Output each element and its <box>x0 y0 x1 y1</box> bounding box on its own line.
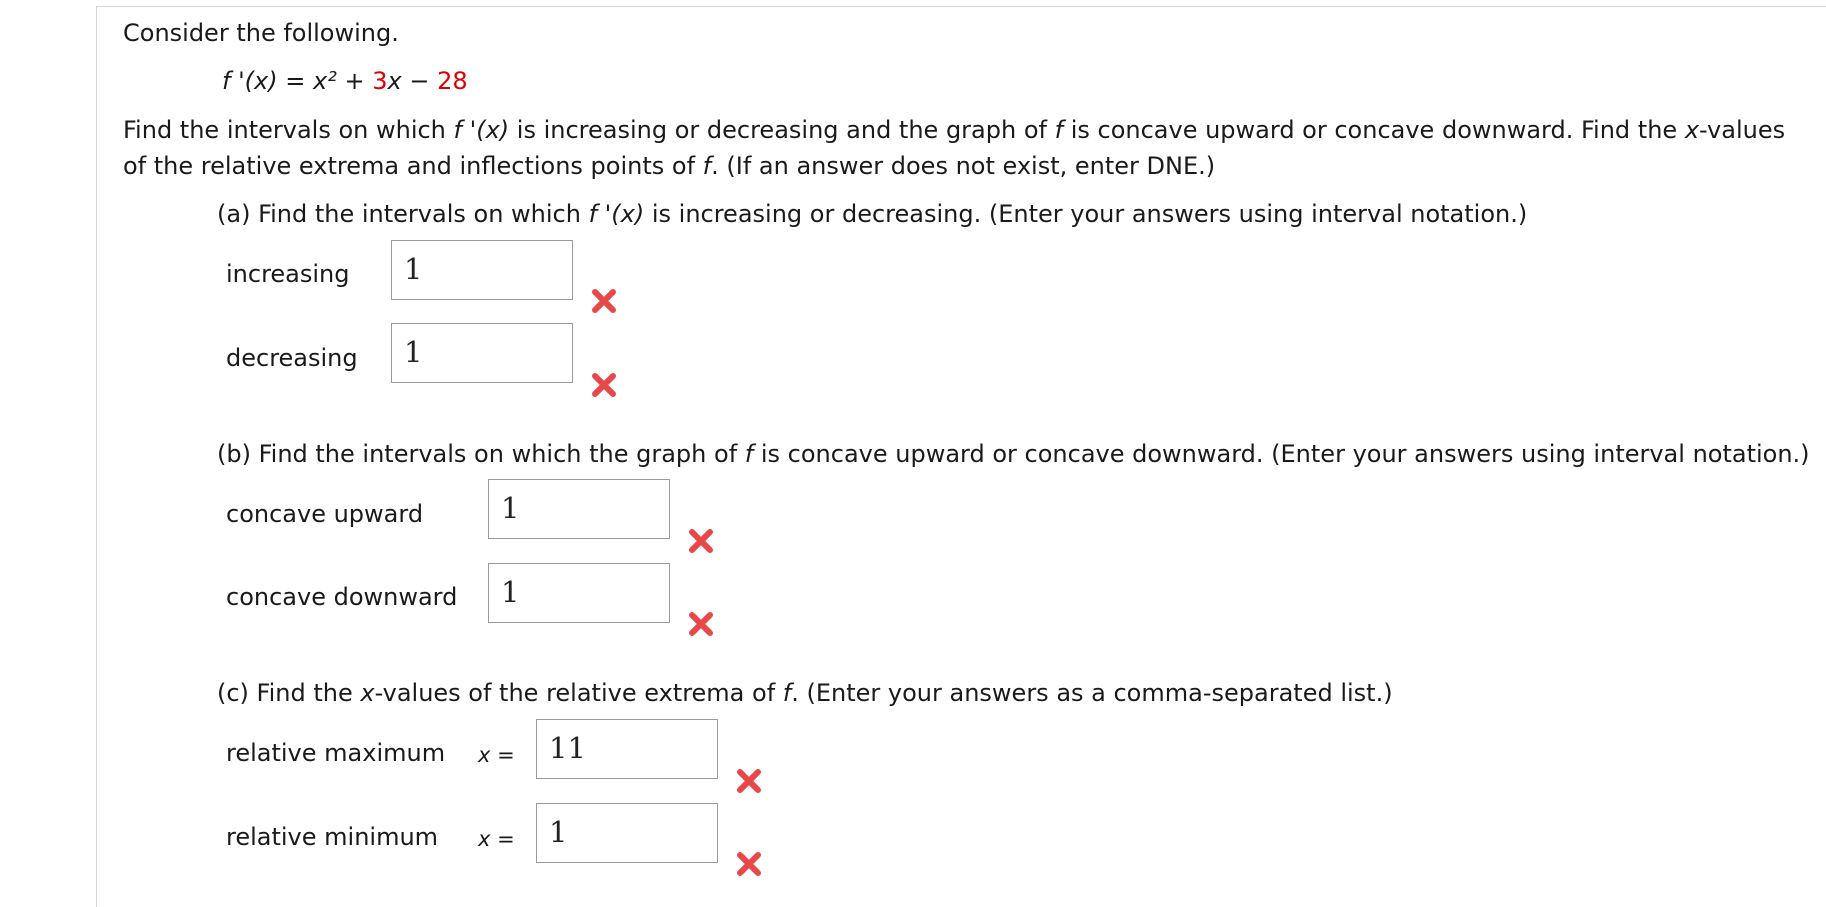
instructions-line1 <box>123 114 1785 146</box>
instr-x: x <box>1684 116 1700 144</box>
equation <box>222 65 468 97</box>
part-b-text-b: is concave upward or concave downward. (Enter your answers using interval notation.) <box>760 440 1810 468</box>
instr-text-2a: of the relative extrema and inflections points of <box>123 152 696 180</box>
equation-plus: + <box>344 67 365 95</box>
instr-fprime: f '(x) <box>453 116 510 144</box>
part-c-text-c: . (Enter your answers as a comma-separated list.) <box>791 679 1393 707</box>
instr-text-1d: -values <box>1699 116 1786 144</box>
equation-var: x <box>387 67 402 95</box>
concave-downward-input[interactable]: 1 <box>488 563 670 623</box>
equation-coef: 3 <box>372 67 388 95</box>
equation-constant: 28 <box>437 67 468 95</box>
instr-text-1b: is increasing or decreasing and the graph of <box>516 116 1047 144</box>
equation-equals: = <box>285 67 306 95</box>
decreasing-input[interactable]: 1 <box>391 323 573 383</box>
x-mark-icon <box>688 528 714 554</box>
instructions-line2 <box>123 150 1215 182</box>
part-c-text-a: (c) Find the <box>217 679 353 707</box>
part-c-f: f <box>782 679 792 707</box>
panel-left-rule <box>96 6 97 907</box>
increasing-label: increasing <box>226 260 350 288</box>
part-a-text-b: is increasing or decreasing. (Enter your answers using interval notation.) <box>651 200 1528 228</box>
part-a-prompt <box>217 198 1527 230</box>
instr-text-1a: Find the intervals on which <box>123 116 446 144</box>
instr-text-2b: . (If an answer does not exist, enter DNE.) <box>711 152 1216 180</box>
part-c-x: x <box>360 679 375 707</box>
part-c-prompt <box>217 677 1393 709</box>
equation-term1: x² <box>313 67 337 95</box>
instr-f-2: f <box>702 152 712 180</box>
relative-minimum-label: relative minimum <box>226 823 439 851</box>
part-b-text-a: (b) Find the intervals on which the graph of <box>217 440 738 468</box>
x-mark-icon <box>736 768 762 794</box>
part-c-text-b: -values of the relative extrema of <box>374 679 776 707</box>
relative-maximum-input[interactable]: 11 <box>536 719 718 779</box>
concave-upward-input[interactable]: 1 <box>488 479 670 539</box>
instr-f: f <box>1054 116 1064 144</box>
x-mark-icon <box>688 611 714 637</box>
panel-top-border <box>96 6 1826 7</box>
equation-lhs: f '(x) <box>222 67 278 95</box>
equation-minus: − <box>409 67 430 95</box>
concave-downward-label: concave downward <box>226 583 458 611</box>
x-mark-icon <box>736 851 762 877</box>
x-mark-icon <box>591 288 617 314</box>
relative-maximum-x-equals: x = <box>478 743 515 767</box>
instr-text-1c: is concave upward or concave downward. Find the <box>1070 116 1678 144</box>
part-b-prompt <box>217 438 1810 470</box>
intro-text: Consider the following. <box>123 19 399 47</box>
part-a-text-a: (a) Find the intervals on which <box>217 200 581 228</box>
relative-maximum-label: relative maximum <box>226 739 446 767</box>
decreasing-label: decreasing <box>226 344 358 372</box>
x-mark-icon <box>591 372 617 398</box>
concave-upward-label: concave upward <box>226 500 424 528</box>
part-a-fprime: f '(x) <box>588 200 645 228</box>
part-b-f: f <box>744 440 754 468</box>
relative-minimum-x-equals: x = <box>478 827 515 851</box>
relative-minimum-input[interactable]: 1 <box>536 803 718 863</box>
increasing-input[interactable]: 1 <box>391 240 573 300</box>
